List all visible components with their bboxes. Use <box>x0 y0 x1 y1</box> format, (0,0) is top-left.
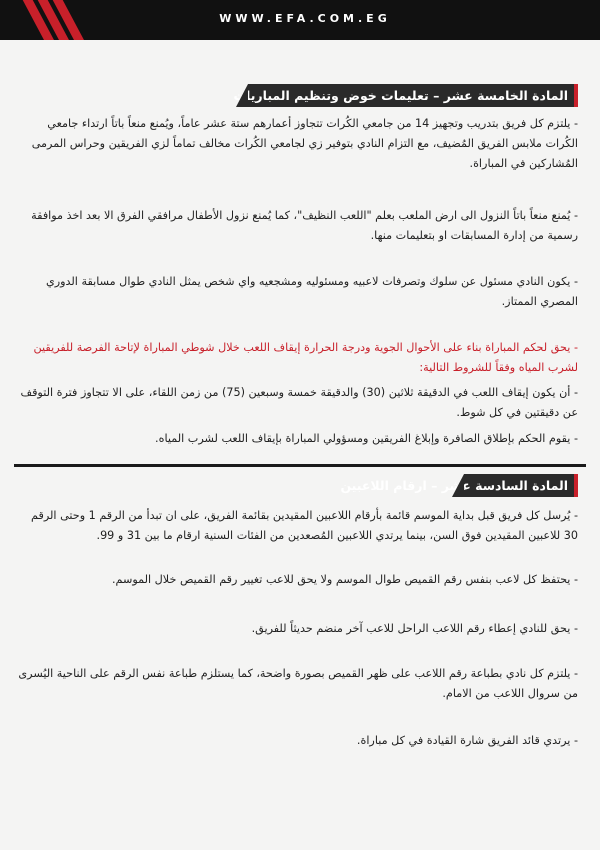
site-url[interactable]: WWW.EFA.COM.EG <box>219 12 391 25</box>
paragraph: - يرتدي قائد الفريق شارة القيادة في كل مباراة. <box>356 734 578 747</box>
site-header <box>0 0 600 40</box>
paragraph: - يلتزم كل فريق بتدريب وتجهيز 14 من جامعي الكُرات تتجاوز أعمارهم ستة عشر عاماً، ويُمنع منعاً باتاً ارتداء جامعي الكُرات ملابس الفريق المُضيف، مع التزام النادي بتوفير زي لجامعي الكُرات مخالف تماماً لزي الفريقين وحراس المرمى المُشاركين في المباراة. <box>31 117 578 170</box>
paragraph: - يحق لحكم المباراة بناء على الأحوال الجوية ودرجة الحرارة إيقاف اللعب خلال شوطي المباراة لإتاحة الفرصة للفريقين لشرب المياه وفقاً للشروط التالية: <box>33 341 578 374</box>
section-15-title: المادة الخامسة عشر – تعليمات خوض وتنظيم المباريات <box>233 88 568 103</box>
paragraph: - يكون النادي مسئول عن سلوك وتصرفات لاعبيه ومسئوليه ومشجعيه واي شخص يمثل النادي طوال مسابقة الدوري المصري الممتاز. <box>45 275 578 308</box>
section-15-title-bar <box>233 84 578 107</box>
title-accent <box>574 84 578 107</box>
paragraph: - يلتزم كل نادي بطباعة رقم اللاعب على ظهر القميص بصورة واضحة، كما يستلزم طباعة نفس الرقم على الناحية اليُسرى من سروال اللاعب من الامام. <box>18 667 578 700</box>
paragraph: - يحق للنادي إعطاء رقم اللاعب الراحل للاعب آخر منضم حديثاً للفريق. <box>251 622 578 635</box>
title-accent <box>574 474 578 497</box>
section-16-title-bar <box>340 474 578 497</box>
paragraph: - يقوم الحكم بإطلاق الصافرة وإبلاغ الفريقين ومسؤولي المباراة بإيقاف اللعب لشرب المياه. <box>155 432 578 445</box>
paragraph: - أن يكون إيقاف اللعب في الدقيقة ثلاثين (30) والدقيقة خمسة وسبعين (75) من زمن اللقاء، على الا تتجاوز فترة التوقف عن دقيقتين في كل شوط. <box>20 386 578 419</box>
paragraph: - يحتفظ كل لاعب بنفس رقم القميص طوال الموسم ولا يحق للاعب تغيير رقم القميص خلال الموسم. <box>111 573 578 586</box>
paragraph: - يُمنع منعاً باتاً النزول الى ارض الملعب بعلم "اللعب النظيف"، كما يُمنع نزول الأطفال مرافقي الفرق الا بعد اخذ موافقة رسمية من إدارة المسابقات او بتعليمات منها. <box>31 209 578 242</box>
section-divider <box>14 464 586 467</box>
section-16-title: المادة السادسة عشر – ارقام اللاعبين <box>340 478 568 493</box>
paragraph: - يُرسل كل فريق قبل بداية الموسم قائمة بأرقام اللاعبين المقيدين بقائمة الفريق، على ان تبدأ من الرقم 1 وحتى الرقم 30 للاعبين المقيدين فوق السن، بينما يرتدي اللاعبين المُصعدين من الفئات السنية ارقام ما بين 31 و 99. <box>31 509 578 542</box>
